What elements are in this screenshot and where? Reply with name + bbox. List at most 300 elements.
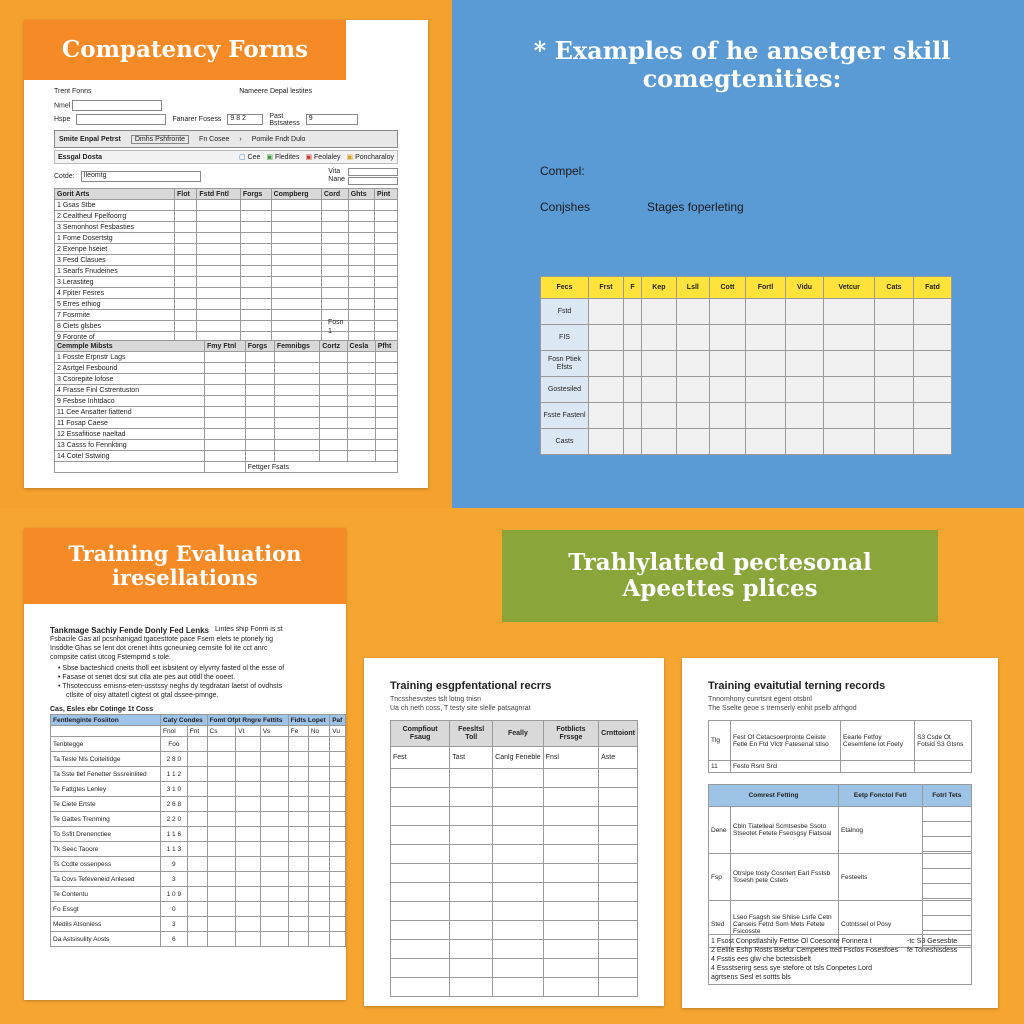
grid-cell[interactable] <box>913 351 951 377</box>
table-cell[interactable] <box>240 222 271 233</box>
table-cell[interactable] <box>320 451 347 462</box>
table-cell[interactable] <box>187 842 207 857</box>
table-cell[interactable] <box>197 244 240 255</box>
table-cell[interactable] <box>288 872 308 887</box>
table-cell[interactable] <box>599 902 638 921</box>
table-cell[interactable] <box>599 883 638 902</box>
table-cell[interactable] <box>330 827 346 842</box>
table-cell[interactable] <box>260 917 288 932</box>
table-cell[interactable] <box>308 767 329 782</box>
table-cell[interactable] <box>375 266 398 277</box>
grid-cell[interactable] <box>624 325 642 351</box>
table-cell[interactable] <box>260 872 288 887</box>
toolbar-button[interactable]: ▣ Fledites <box>266 154 300 161</box>
table-cell[interactable] <box>236 872 261 887</box>
table-cell[interactable] <box>599 826 638 845</box>
table-cell[interactable] <box>271 299 321 310</box>
table-cell[interactable] <box>493 959 544 978</box>
table-cell[interactable] <box>175 255 197 266</box>
table-cell[interactable] <box>245 396 274 407</box>
table-cell[interactable] <box>330 737 346 752</box>
table-cell[interactable] <box>288 752 308 767</box>
table-cell[interactable] <box>308 872 329 887</box>
table-cell[interactable] <box>207 842 236 857</box>
grid-cell[interactable] <box>624 299 642 325</box>
table-cell[interactable] <box>197 277 240 288</box>
table-cell[interactable] <box>450 921 493 940</box>
table-cell[interactable] <box>187 857 207 872</box>
table-cell[interactable] <box>207 782 236 797</box>
table-cell[interactable] <box>391 845 450 864</box>
table-cell[interactable] <box>187 902 207 917</box>
table-cell[interactable] <box>240 299 271 310</box>
table-cell[interactable] <box>330 857 346 872</box>
table-cell[interactable] <box>320 396 347 407</box>
table-cell[interactable] <box>271 255 321 266</box>
table-cell[interactable] <box>274 396 319 407</box>
table-cell[interactable] <box>493 940 544 959</box>
table-cell[interactable] <box>308 797 329 812</box>
table-cell[interactable] <box>347 418 375 429</box>
table-cell[interactable] <box>493 902 544 921</box>
table-cell[interactable] <box>493 921 544 940</box>
table-cell[interactable] <box>308 752 329 767</box>
table-cell[interactable] <box>271 288 321 299</box>
table-cell[interactable] <box>330 887 346 902</box>
table-cell[interactable] <box>391 902 450 921</box>
table-cell[interactable] <box>240 321 271 332</box>
table-cell[interactable] <box>375 200 398 211</box>
table-cell[interactable] <box>375 255 398 266</box>
table-cell[interactable] <box>320 352 347 363</box>
table-cell[interactable] <box>330 752 346 767</box>
table-cell[interactable] <box>245 440 274 451</box>
grid-cell[interactable] <box>641 403 676 429</box>
grid-cell[interactable] <box>824 299 875 325</box>
table-cell[interactable] <box>187 872 207 887</box>
table-cell[interactable] <box>450 902 493 921</box>
table-cell[interactable] <box>391 826 450 845</box>
table-cell[interactable] <box>308 782 329 797</box>
table-cell[interactable] <box>321 299 348 310</box>
table-cell[interactable] <box>320 429 347 440</box>
table-cell[interactable] <box>288 842 308 857</box>
table-cell[interactable] <box>187 932 207 947</box>
table-cell[interactable] <box>308 737 329 752</box>
grid-cell[interactable] <box>824 403 875 429</box>
grid-cell[interactable] <box>875 403 914 429</box>
grid-cell[interactable] <box>709 377 746 403</box>
grid-cell[interactable] <box>875 377 914 403</box>
table-cell[interactable] <box>347 451 375 462</box>
table-cell[interactable] <box>543 864 598 883</box>
table-cell[interactable] <box>391 883 450 902</box>
table-cell[interactable] <box>347 440 375 451</box>
table-cell[interactable] <box>236 827 261 842</box>
table-cell[interactable] <box>288 932 308 947</box>
table-cell[interactable] <box>288 782 308 797</box>
table-cell[interactable] <box>245 429 274 440</box>
grid-cell[interactable] <box>589 403 624 429</box>
table-cell[interactable] <box>493 788 544 807</box>
table-cell[interactable] <box>375 233 398 244</box>
table-cell[interactable] <box>320 385 347 396</box>
table-cell[interactable] <box>347 396 375 407</box>
table-cell[interactable] <box>175 321 197 332</box>
table-cell[interactable] <box>205 407 246 418</box>
table-cell[interactable] <box>348 233 374 244</box>
table-cell[interactable] <box>274 374 319 385</box>
table-cell[interactable] <box>197 222 240 233</box>
table-cell[interactable] <box>236 797 261 812</box>
table-cell[interactable] <box>260 932 288 947</box>
table-cell[interactable] <box>391 959 450 978</box>
table-cell[interactable] <box>543 883 598 902</box>
table-cell[interactable] <box>330 812 346 827</box>
table-cell[interactable] <box>450 769 493 788</box>
table-cell[interactable] <box>207 767 236 782</box>
table-cell[interactable] <box>347 374 375 385</box>
grid-cell[interactable] <box>709 351 746 377</box>
table-cell[interactable] <box>175 266 197 277</box>
table-cell[interactable] <box>187 812 207 827</box>
grid-cell[interactable] <box>785 403 824 429</box>
grid-cell[interactable] <box>875 299 914 325</box>
grid-cell[interactable] <box>824 429 875 455</box>
table-cell[interactable] <box>288 797 308 812</box>
grid-cell[interactable] <box>641 299 676 325</box>
table-cell[interactable] <box>207 872 236 887</box>
table-cell[interactable] <box>187 887 207 902</box>
table-cell[interactable] <box>543 807 598 826</box>
table-cell[interactable] <box>197 288 240 299</box>
table-cell[interactable] <box>175 310 197 321</box>
table-cell[interactable] <box>348 244 374 255</box>
grid-cell[interactable] <box>785 325 824 351</box>
table-cell[interactable] <box>197 321 240 332</box>
table-cell[interactable] <box>260 857 288 872</box>
grid-cell[interactable] <box>589 351 624 377</box>
table-cell[interactable] <box>320 363 347 374</box>
table-cell[interactable] <box>375 451 397 462</box>
table-cell[interactable] <box>205 440 246 451</box>
table-cell[interactable] <box>348 321 374 332</box>
table-cell[interactable] <box>375 321 398 332</box>
table-cell[interactable] <box>348 200 374 211</box>
table-cell[interactable] <box>205 352 246 363</box>
table-cell[interactable] <box>308 902 329 917</box>
table-cell[interactable] <box>375 352 397 363</box>
table-cell[interactable] <box>599 959 638 978</box>
table-cell[interactable] <box>348 288 374 299</box>
table-cell[interactable] <box>245 385 274 396</box>
grid-cell[interactable] <box>641 325 676 351</box>
table-cell[interactable] <box>330 782 346 797</box>
grid-cell[interactable] <box>709 299 746 325</box>
table-cell[interactable] <box>175 277 197 288</box>
table-cell[interactable] <box>375 363 397 374</box>
table-cell[interactable] <box>347 352 375 363</box>
table-cell[interactable] <box>240 288 271 299</box>
table-cell[interactable] <box>260 887 288 902</box>
table-cell[interactable] <box>288 857 308 872</box>
table-cell[interactable] <box>321 277 348 288</box>
table-cell[interactable] <box>245 374 274 385</box>
table-cell[interactable] <box>205 396 246 407</box>
grid-cell[interactable] <box>641 377 676 403</box>
table-cell[interactable] <box>175 211 197 222</box>
table-cell[interactable] <box>197 255 240 266</box>
table-cell[interactable] <box>320 407 347 418</box>
table-cell[interactable] <box>175 299 197 310</box>
table-cell[interactable] <box>347 363 375 374</box>
table-cell[interactable] <box>245 407 274 418</box>
grid-cell[interactable] <box>641 351 676 377</box>
table-cell[interactable] <box>391 769 450 788</box>
table-cell[interactable] <box>197 266 240 277</box>
table-cell[interactable] <box>375 440 397 451</box>
table-cell[interactable] <box>240 310 271 321</box>
grid-cell[interactable] <box>746 325 786 351</box>
grid-cell[interactable] <box>589 299 624 325</box>
table-cell[interactable] <box>450 826 493 845</box>
grid-cell[interactable] <box>709 403 746 429</box>
table-cell[interactable] <box>321 211 348 222</box>
table-cell[interactable] <box>320 418 347 429</box>
table-cell[interactable] <box>543 940 598 959</box>
table-cell[interactable] <box>205 385 246 396</box>
table-cell[interactable] <box>599 978 638 997</box>
table-cell[interactable] <box>260 842 288 857</box>
grid-cell[interactable] <box>624 429 642 455</box>
table-cell[interactable] <box>207 737 236 752</box>
table-cell[interactable] <box>205 429 246 440</box>
table-cell[interactable] <box>236 902 261 917</box>
cotde-input[interactable]: Ileomtg <box>81 171 201 182</box>
table-cell[interactable] <box>348 266 374 277</box>
table-cell[interactable] <box>450 845 493 864</box>
table-cell[interactable] <box>348 211 374 222</box>
table-cell[interactable] <box>274 352 319 363</box>
grid-cell[interactable] <box>875 351 914 377</box>
table-cell[interactable] <box>274 451 319 462</box>
grid-cell[interactable] <box>785 351 824 377</box>
toolbar-button[interactable]: ▣ Feolaley <box>305 154 341 161</box>
table-cell[interactable] <box>274 407 319 418</box>
table-cell[interactable] <box>308 827 329 842</box>
table-cell[interactable] <box>321 222 348 233</box>
table-cell[interactable] <box>330 902 346 917</box>
table-cell[interactable] <box>493 845 544 864</box>
table-cell[interactable] <box>347 407 375 418</box>
table-cell[interactable] <box>271 277 321 288</box>
table-cell[interactable] <box>330 842 346 857</box>
table-cell[interactable] <box>236 917 261 932</box>
table-cell[interactable] <box>236 752 261 767</box>
grid-cell[interactable] <box>624 377 642 403</box>
table-cell[interactable] <box>240 211 271 222</box>
table-cell[interactable] <box>271 266 321 277</box>
table-cell[interactable] <box>187 737 207 752</box>
table-cell[interactable] <box>375 288 398 299</box>
table-cell[interactable] <box>320 440 347 451</box>
table-cell[interactable] <box>197 299 240 310</box>
table-cell[interactable] <box>493 769 544 788</box>
table-cell[interactable] <box>543 788 598 807</box>
table-cell[interactable] <box>375 244 398 255</box>
table-cell[interactable] <box>308 887 329 902</box>
table-cell[interactable] <box>260 812 288 827</box>
table-cell[interactable] <box>375 277 398 288</box>
table-cell[interactable] <box>236 767 261 782</box>
table-cell[interactable] <box>288 917 308 932</box>
table-cell[interactable] <box>321 200 348 211</box>
table-cell[interactable] <box>240 233 271 244</box>
table-cell[interactable] <box>543 769 598 788</box>
section-tab[interactable]: Fn Cosee <box>199 135 230 143</box>
table-cell[interactable] <box>175 244 197 255</box>
table-cell[interactable] <box>207 887 236 902</box>
table-cell[interactable] <box>308 812 329 827</box>
grid-cell[interactable] <box>746 299 786 325</box>
score-input[interactable]: 9 8 2 <box>227 114 263 125</box>
table-cell[interactable] <box>207 812 236 827</box>
table-cell[interactable] <box>308 932 329 947</box>
table-cell[interactable] <box>375 374 397 385</box>
table-cell[interactable] <box>271 244 321 255</box>
table-cell[interactable] <box>260 827 288 842</box>
table-cell[interactable] <box>493 864 544 883</box>
table-cell[interactable] <box>321 233 348 244</box>
table-cell[interactable] <box>245 451 274 462</box>
grid-cell[interactable] <box>913 377 951 403</box>
table-cell[interactable] <box>308 842 329 857</box>
table-cell[interactable] <box>450 788 493 807</box>
grid-cell[interactable] <box>824 325 875 351</box>
grid-cell[interactable] <box>624 403 642 429</box>
table-cell[interactable] <box>493 826 544 845</box>
grid-cell[interactable] <box>709 325 746 351</box>
table-cell[interactable] <box>288 812 308 827</box>
table-cell[interactable] <box>187 782 207 797</box>
table-cell[interactable] <box>450 864 493 883</box>
table-cell[interactable] <box>274 440 319 451</box>
table-cell[interactable] <box>321 244 348 255</box>
table-cell[interactable] <box>207 827 236 842</box>
table-cell[interactable] <box>391 940 450 959</box>
table-cell[interactable] <box>288 737 308 752</box>
table-cell[interactable] <box>245 352 274 363</box>
table-cell[interactable] <box>599 864 638 883</box>
table-cell[interactable] <box>348 255 374 266</box>
grid-cell[interactable] <box>709 429 746 455</box>
table-cell[interactable] <box>450 940 493 959</box>
grid-cell[interactable] <box>785 299 824 325</box>
table-cell[interactable] <box>391 921 450 940</box>
table-cell[interactable] <box>543 845 598 864</box>
table-cell[interactable] <box>348 299 374 310</box>
table-cell[interactable] <box>375 418 397 429</box>
table-cell[interactable] <box>207 797 236 812</box>
grid-cell[interactable] <box>676 429 709 455</box>
table-cell[interactable] <box>274 418 319 429</box>
table-cell[interactable] <box>375 396 397 407</box>
table-cell[interactable] <box>207 752 236 767</box>
grid-cell[interactable] <box>676 299 709 325</box>
table-cell[interactable] <box>348 277 374 288</box>
table-cell[interactable] <box>348 222 374 233</box>
table-cell[interactable] <box>330 917 346 932</box>
table-cell[interactable] <box>245 363 274 374</box>
table-cell[interactable] <box>599 845 638 864</box>
table-cell[interactable] <box>187 827 207 842</box>
table-cell[interactable] <box>271 310 321 321</box>
section-tab[interactable]: Pomile Fndt Dulo <box>251 135 306 143</box>
table-cell[interactable] <box>922 807 971 854</box>
table-cell[interactable] <box>207 857 236 872</box>
table-cell[interactable] <box>450 807 493 826</box>
grid-cell[interactable] <box>785 377 824 403</box>
table-cell[interactable] <box>288 767 308 782</box>
table-cell[interactable] <box>240 266 271 277</box>
grid-cell[interactable] <box>913 429 951 455</box>
table-cell[interactable] <box>320 374 347 385</box>
table-cell[interactable] <box>205 451 246 462</box>
grid-cell[interactable] <box>589 429 624 455</box>
table-cell[interactable] <box>271 233 321 244</box>
table-cell[interactable] <box>260 752 288 767</box>
table-cell[interactable] <box>599 788 638 807</box>
table-cell[interactable] <box>236 887 261 902</box>
table-cell[interactable] <box>271 321 321 332</box>
table-cell[interactable] <box>375 385 397 396</box>
table-cell[interactable] <box>197 233 240 244</box>
table-cell[interactable] <box>274 385 319 396</box>
table-cell[interactable] <box>236 857 261 872</box>
table-cell[interactable] <box>240 255 271 266</box>
table-cell[interactable] <box>599 807 638 826</box>
table-cell[interactable] <box>288 887 308 902</box>
table-cell[interactable] <box>599 921 638 940</box>
grid-cell[interactable] <box>624 351 642 377</box>
grid-cell[interactable] <box>676 377 709 403</box>
nane-input[interactable] <box>348 177 398 185</box>
type-input[interactable] <box>76 114 166 125</box>
table-cell[interactable] <box>236 737 261 752</box>
table-cell[interactable] <box>288 902 308 917</box>
section-tab[interactable]: Dmhs Pshfronte <box>131 135 189 144</box>
table-cell[interactable] <box>348 310 374 321</box>
table-cell[interactable] <box>260 902 288 917</box>
status-input[interactable]: 9 <box>306 114 358 125</box>
grid-cell[interactable] <box>785 429 824 455</box>
grid-cell[interactable] <box>913 403 951 429</box>
grid-cell[interactable] <box>875 429 914 455</box>
table-cell[interactable] <box>271 200 321 211</box>
table-cell[interactable] <box>375 222 398 233</box>
table-cell[interactable] <box>236 842 261 857</box>
table-cell[interactable] <box>175 200 197 211</box>
table-cell[interactable] <box>599 940 638 959</box>
grid-cell[interactable] <box>913 299 951 325</box>
table-cell[interactable] <box>187 767 207 782</box>
table-cell[interactable] <box>175 222 197 233</box>
table-cell[interactable] <box>236 782 261 797</box>
table-cell[interactable] <box>240 200 271 211</box>
table-cell[interactable] <box>205 374 246 385</box>
table-cell[interactable] <box>543 826 598 845</box>
table-cell[interactable] <box>207 932 236 947</box>
